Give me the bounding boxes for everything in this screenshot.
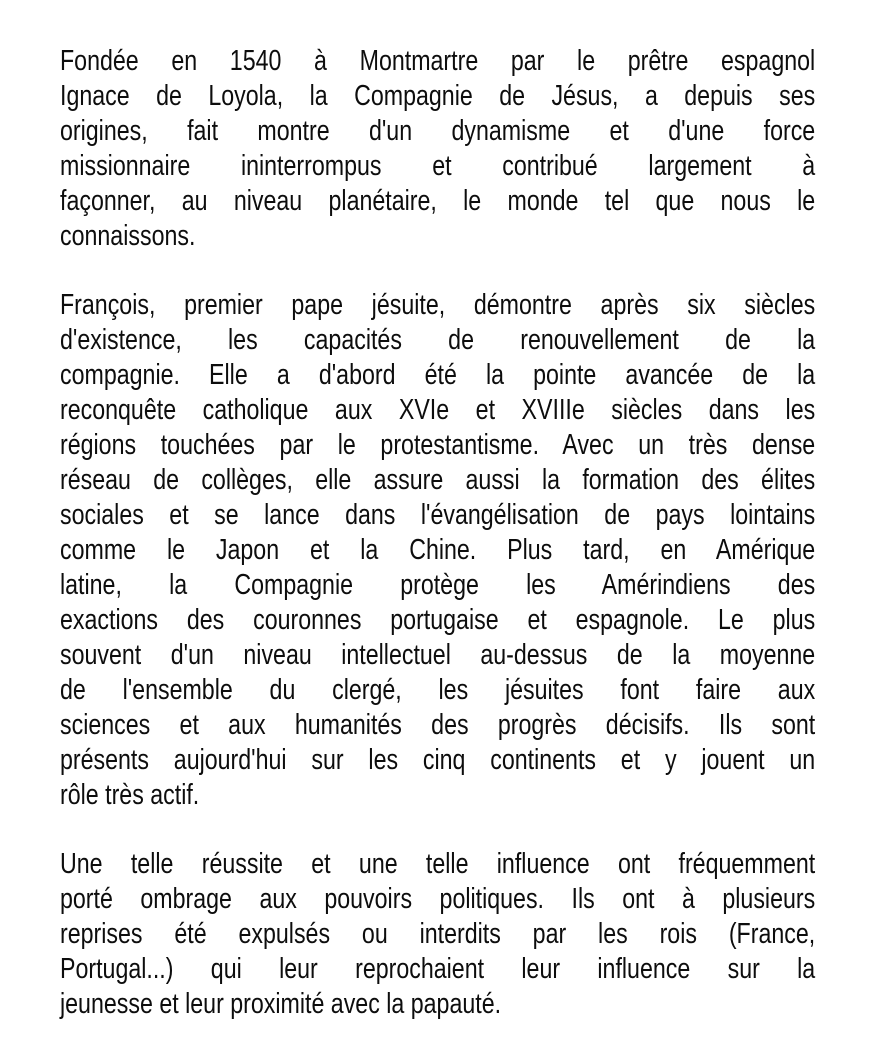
text-column [60, 44, 815, 1056]
paragraph-founding [60, 44, 815, 254]
text-line: compagnie. Elle a d'abord été la pointe avancée de la [60, 359, 816, 391]
text-line: missionnaire ininterrompus et contribué largement à [60, 150, 816, 182]
text-line: sciences et aux humanités des progrès décisifs. Ils sont [60, 709, 816, 741]
text-line: François, premier pape jésuite, démontre après six siècles [60, 289, 816, 321]
text-line: régions touchées par le protestantisme. Avec un très dense [60, 429, 816, 461]
text-line: comme le Japon et la Chine. Plus tard, en Amérique [60, 534, 816, 566]
paragraph-history [60, 288, 815, 813]
text-line: latine, la Compagnie protège les Amérindiens des [60, 569, 816, 601]
text-line: présents aujourd'hui sur les cinq continents et y jouent un [60, 744, 816, 776]
text-line: rôle très actif. [60, 779, 200, 811]
text-line: reprises été expulsés ou interdits par les rois (France, [60, 918, 816, 950]
text-line: sociales et se lance dans l'évangélisation de pays lointains [60, 499, 816, 531]
text-line: exactions des couronnes portugaise et espagnole. Le plus [60, 604, 816, 636]
text-line: reconquête catholique aux XVIe et XVIIIe siècles dans les [60, 394, 816, 426]
text-line: Portugal...) qui leur reprochaient leur influence sur la [60, 953, 816, 985]
text-line: Une telle réussite et une telle influence ont fréquemment [60, 848, 816, 880]
text-line: connaissons. [60, 220, 196, 252]
text-line: souvent d'un niveau intellectuel au-dessus de la moyenne [60, 639, 816, 671]
text-line: Fondée en 1540 à Montmartre par le prêtre espagnol [60, 45, 816, 77]
text-line: de l'ensemble du clergé, les jésuites font faire aux [60, 674, 816, 706]
paragraph-politics [60, 847, 815, 1022]
text-line: façonner, au niveau planétaire, le monde tel que nous le [60, 185, 816, 217]
text-line: porté ombrage aux pouvoirs politiques. Ils ont à plusieurs [60, 883, 816, 915]
text-line: Ignace de Loyola, la Compagnie de Jésus, a depuis ses [60, 80, 816, 112]
text-line: origines, fait montre d'un dynamisme et d'une force [60, 115, 816, 147]
text-line: jeunesse et leur proximité avec la papauté. [60, 988, 502, 1020]
text-line: d'existence, les capacités de renouvellement de la [60, 324, 816, 356]
text-line: réseau de collèges, elle assure aussi la formation des élites [60, 464, 816, 496]
